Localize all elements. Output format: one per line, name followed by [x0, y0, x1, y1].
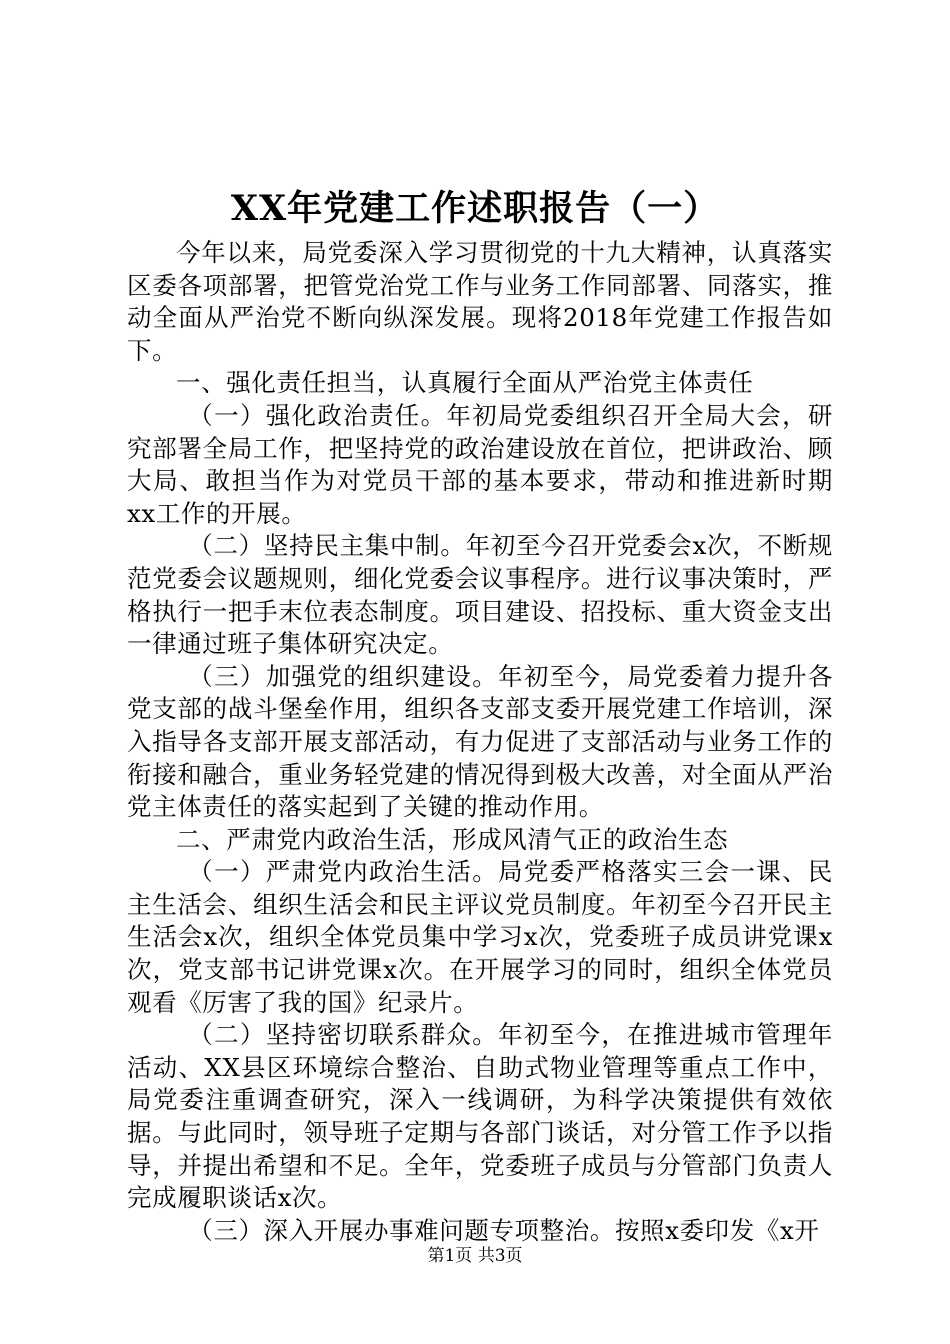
document-body — [127, 237, 833, 1247]
paragraph-2-2: （二）坚持密切联系群众。年初至今，在推进城市管理年活动、XX县区环境综合整治、自助式物业管理等重点工作中，局党委注重调查研究，深入一线调研，为科学决策提供有效依据。与此同时，领导班子定期与各部门谈话，对分管工作予以指导，并提出希望和不足。全年，党委班子成员与分管部门负责人完成履职谈话x次。 — [127, 1020, 833, 1213]
paragraph-2-3: （三）深入开展办事难问题专项整治。按照x委印发《x开 — [188, 1215, 820, 1245]
section-heading-2: 二、严肃党内政治生活，形成风清气正的政治生态 — [176, 824, 729, 854]
paragraph-1-2: （二）坚持民主集中制。年初至今召开党委会x次，不断规范党委会议题规则，细化党委会议事程序。进行议事决策时，严格执行一把手末位表态制度。项目建设、招投标、重大资金支出一律通过班子集体研究决定。 — [127, 531, 833, 659]
paragraph-2-1: （一）严肃党内政治生活。局党委严格落实三会一课、民主生活会、组织生活会和民主评议党员制度。年初至今召开民主生活会x次，组织全体党员集中学习x次，党委班子成员讲党课x次，党支部书记讲党课x次。在开展学习的同时，组织全体党员观看《厉害了我的国》纪录片。 — [127, 857, 833, 1017]
page-number: 第1页 共3页 — [427, 1246, 523, 1266]
section-heading-1: 一、强化责任担当，认真履行全面从严治党主体责任 — [176, 368, 754, 398]
document-title: XX年党建工作述职报告（一） — [230, 188, 720, 229]
paragraph-1-1: （一）强化政治责任。年初局党委组织召开全局大会，研究部署全局工作，把坚持党的政治建设放在首位，把讲政治、顾大局、敢担当作为对党员干部的基本要求，带动和推进新时期xx工作的开展。 — [127, 400, 833, 528]
paragraph-intro: 今年以来，局党委深入学习贯彻党的十九大精神，认真落实区委各项部署，把管党治党工作与业务工作同部署、同落实，推动全面从严治党不断向纵深发展。现将2018年党建工作报告如下。 — [127, 238, 833, 365]
paragraph-1-3: （三）加强党的组织建设。年初至今，局党委着力提升各党支部的战斗堡垒作用，组织各支部支委开展党建工作培训，深入指导各支部开展支部活动，有力促进了支部活动与业务工作的衔接和融合，重业务轻党建的情况得到极大改善，对全面从严治党主体责任的落实起到了关键的推动作用。 — [127, 661, 833, 822]
